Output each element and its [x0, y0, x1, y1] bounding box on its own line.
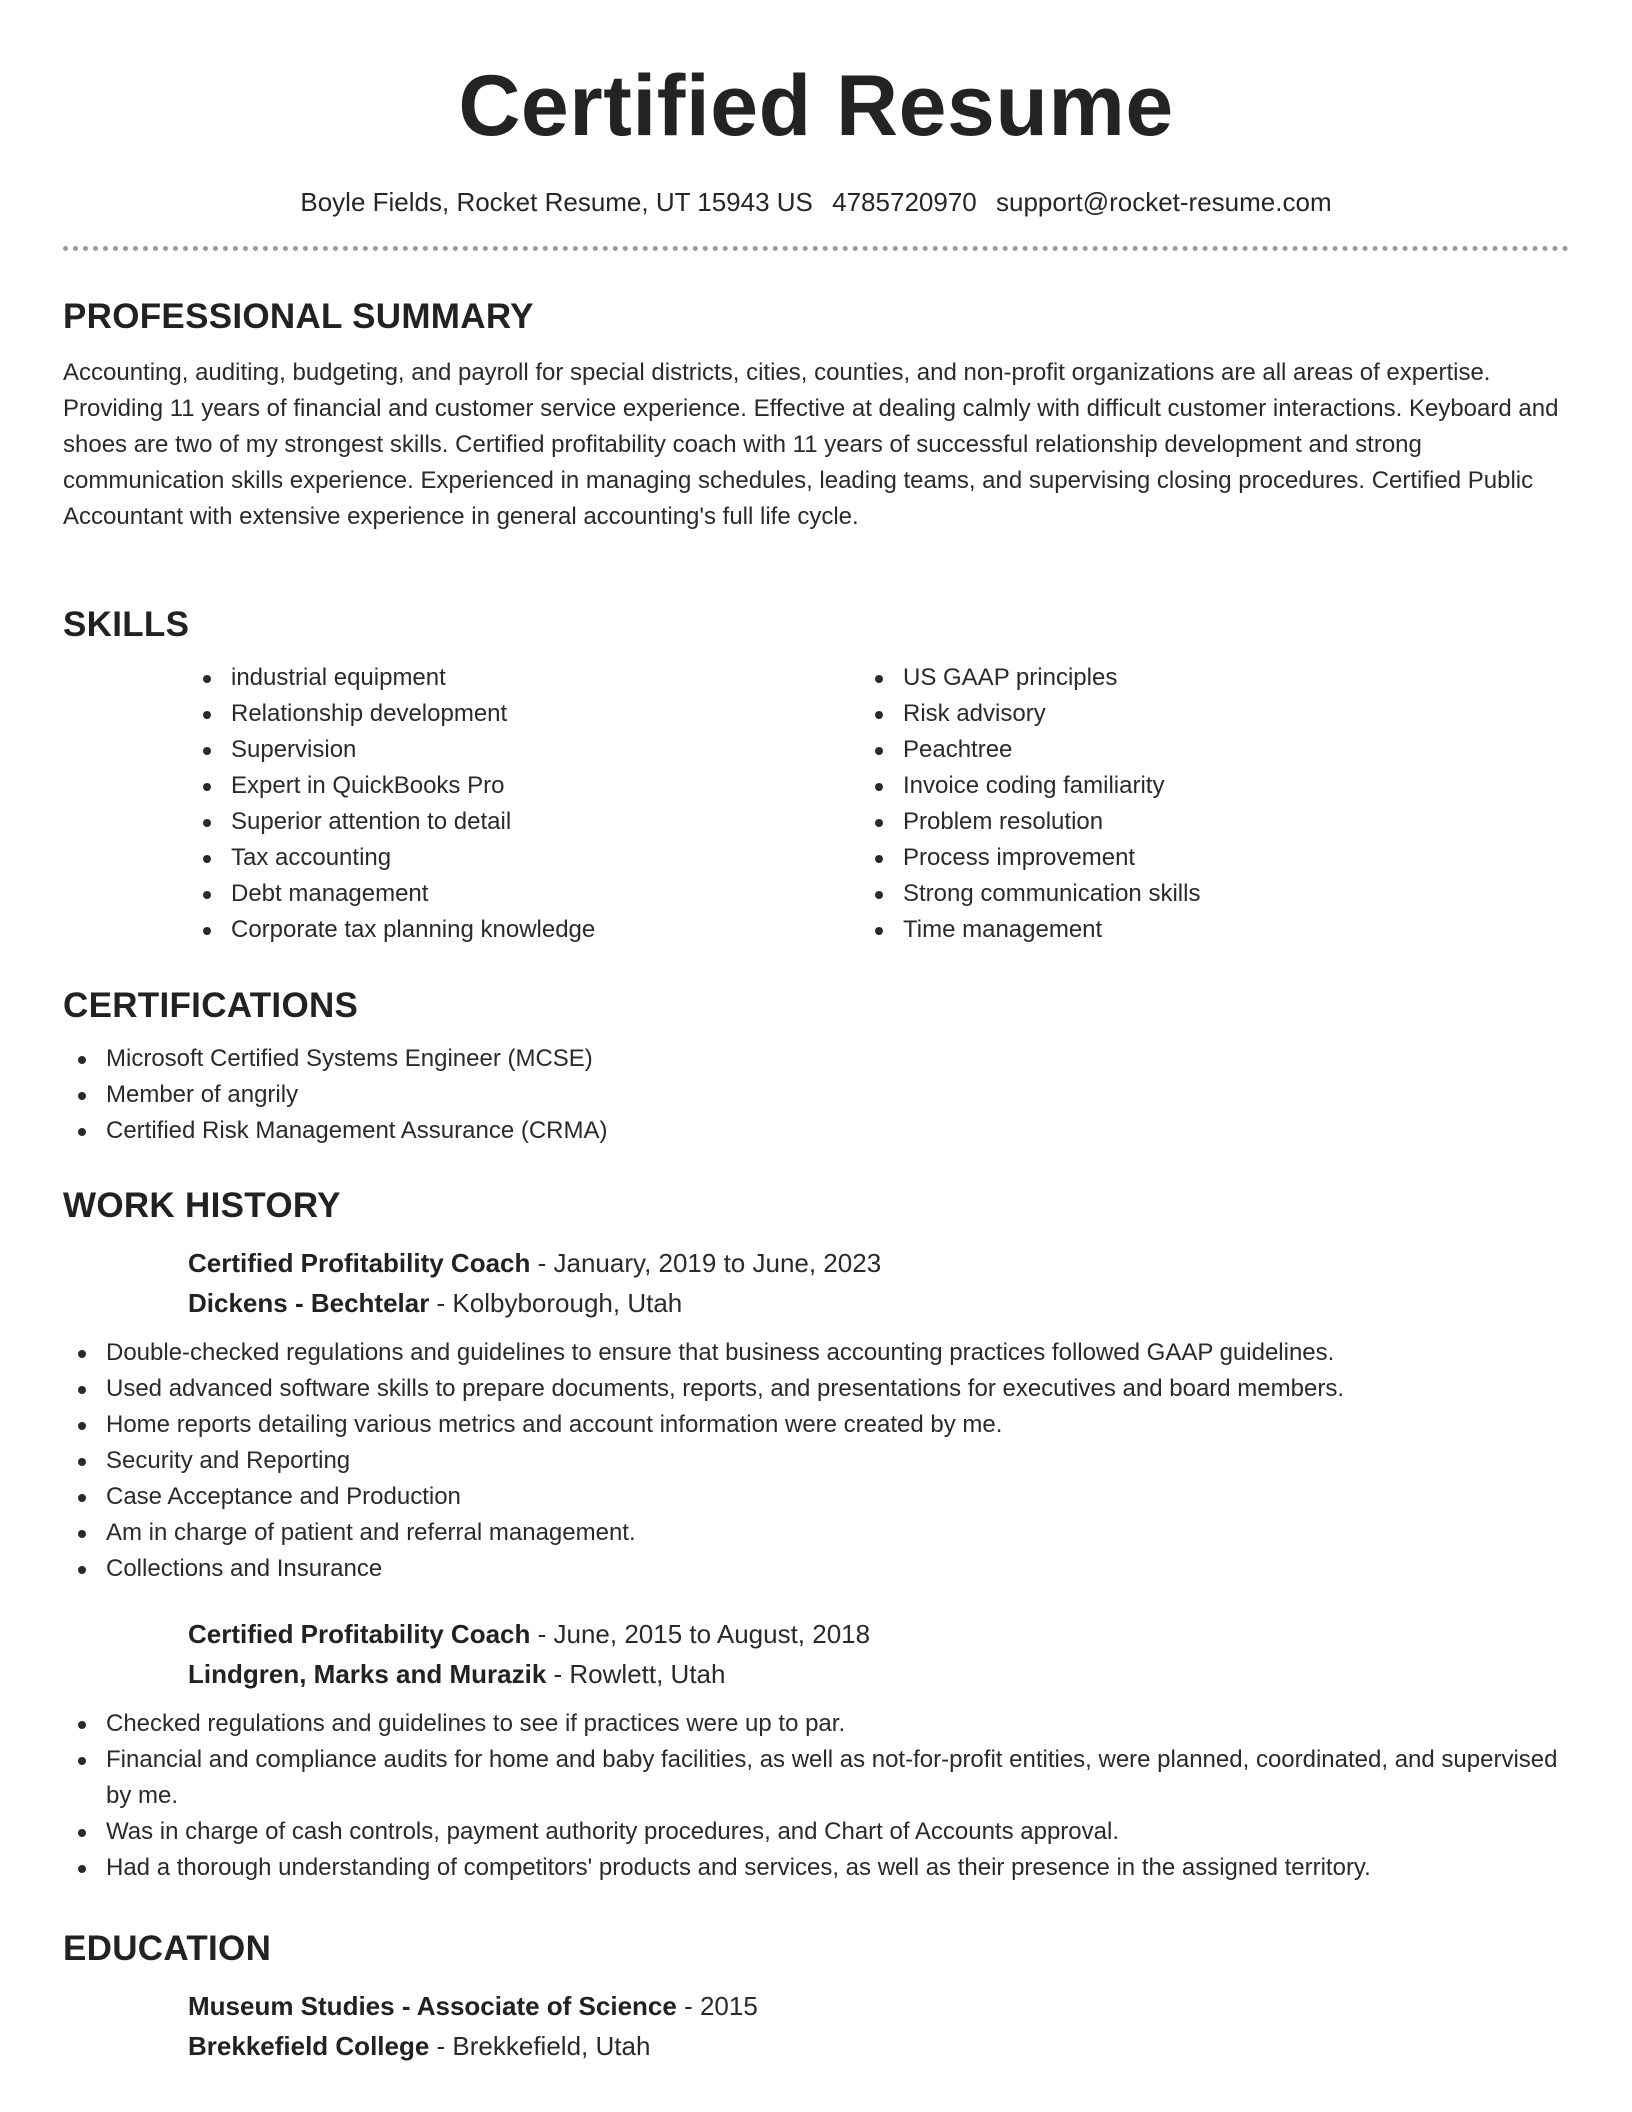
contact-line [0, 185, 1632, 219]
skill-item: Process improvement [860, 840, 1532, 876]
skill-item: Strong communication skills [860, 876, 1532, 912]
resume-name: Certified Resume [458, 58, 1174, 154]
skill-item: US GAAP principles [860, 660, 1532, 696]
job-dates: - January, 2019 to June, 2023 [530, 1248, 882, 1278]
education-year: - 2015 [676, 1991, 758, 2021]
skill-item: industrial equipment [188, 660, 860, 696]
education-school-line [188, 2026, 1569, 2066]
education-heading: EDUCATION [63, 1929, 272, 1968]
certifications-list [63, 1041, 1569, 1149]
header-divider [63, 246, 1569, 251]
job-role: Certified Profitability Coach [188, 1619, 531, 1649]
work-history-section [63, 1185, 1569, 1886]
job-location: - Rowlett, Utah [546, 1659, 726, 1689]
skill-item: Supervision [188, 732, 860, 768]
education-degree: Museum Studies - Associate of Science [188, 1991, 677, 2021]
contact-address: Boyle Fields, Rocket Resume, UT 15943 US [300, 187, 813, 217]
education-school: Brekkefield College [188, 2031, 430, 2061]
job-duties-list [63, 1706, 1569, 1886]
skill-item: Expert in QuickBooks Pro [188, 768, 860, 804]
summary-text: Accounting, auditing, budgeting, and payroll for special districts, cities, counties, and non-profit organizations are all areas of expertise. Providing 11 years of financial and customer service experience. Effective at dealing calmly with difficult customer interactions. Keyboard and shoes are two of my strongest skills. Certified profitability coach with 11 years of successful relationship development and strong communication skills experience. Experienced in managing schedules, leading teams, and supervising closing procedures. Certified Public Accountant with extensive experience in general accounting's full life cycle. [63, 359, 1559, 530]
job-duty: Collections and Insurance [63, 1551, 1569, 1587]
job-duty: Security and Reporting [63, 1443, 1569, 1479]
job-duty: Case Acceptance and Production [63, 1479, 1569, 1515]
job-duty: Home reports detailing various metrics and account information were created by me. [63, 1407, 1569, 1443]
skills-list-left [188, 660, 860, 948]
job-duty: Checked regulations and guidelines to see if practices were up to par. [63, 1706, 1569, 1742]
job-company: Dickens - Bechtelar [188, 1288, 430, 1318]
work-history-heading: WORK HISTORY [63, 1186, 341, 1225]
summary-heading: PROFESSIONAL SUMMARY [63, 297, 534, 336]
skills-section [63, 604, 1569, 948]
skill-item: Time management [860, 912, 1532, 948]
job-duty: Used advanced software skills to prepare documents, reports, and presentations for executives and board members. [63, 1371, 1569, 1407]
skill-item: Problem resolution [860, 804, 1532, 840]
job-location: - Kolbyborough, Utah [429, 1288, 683, 1318]
job-title-line [188, 1243, 1569, 1283]
certification-item: Member of angrily [63, 1077, 1569, 1113]
contact-phone: 4785720970 [832, 187, 977, 217]
certification-item: Certified Risk Management Assurance (CRMA) [63, 1113, 1569, 1149]
skill-item: Debt management [188, 876, 860, 912]
skill-item: Invoice coding familiarity [860, 768, 1532, 804]
job-duty: Am in charge of patient and referral management. [63, 1515, 1569, 1551]
job-company-line [188, 1654, 1569, 1694]
skills-heading: SKILLS [63, 605, 190, 644]
skills-grid [188, 660, 1569, 948]
job-role: Certified Profitability Coach [188, 1248, 531, 1278]
contact-email[interactable]: support@rocket-resume.com [995, 187, 1332, 217]
skill-item: Corporate tax planning knowledge [188, 912, 860, 948]
job-duties-list [63, 1335, 1569, 1587]
job-company-line [188, 1283, 1569, 1323]
certification-item: Microsoft Certified Systems Engineer (MCSE) [63, 1041, 1569, 1077]
job-entry [188, 1243, 1569, 1323]
certifications-section [63, 985, 1569, 1149]
skill-item: Relationship development [188, 696, 860, 732]
job-dates: - June, 2015 to August, 2018 [530, 1619, 871, 1649]
education-location: - Brekkefield, Utah [429, 2031, 651, 2061]
skill-item: Peachtree [860, 732, 1532, 768]
certifications-heading: CERTIFICATIONS [63, 986, 359, 1025]
job-duty: Financial and compliance audits for home and baby facilities, as well as not-for-profit entities, were planned, coordinated, and supervised by me. [63, 1742, 1569, 1814]
job-company: Lindgren, Marks and Murazik [188, 1659, 547, 1689]
skills-list-right [860, 660, 1532, 948]
education-degree-line [188, 1986, 1569, 2026]
skill-item: Risk advisory [860, 696, 1532, 732]
skill-item: Superior attention to detail [188, 804, 860, 840]
skill-item: Tax accounting [188, 840, 860, 876]
job-duty: Had a thorough understanding of competitors' products and services, as well as their presence in the assigned territory. [63, 1850, 1569, 1886]
job-entry [188, 1614, 1569, 1694]
job-duty: Was in charge of cash controls, payment authority procedures, and Chart of Accounts approval. [63, 1814, 1569, 1850]
summary-section [63, 296, 1569, 535]
education-section [63, 1928, 1569, 2066]
education-entry [188, 1986, 1569, 2066]
job-title-line [188, 1614, 1569, 1654]
job-duty: Double-checked regulations and guidelines to ensure that business accounting practices followed GAAP guidelines. [63, 1335, 1569, 1371]
